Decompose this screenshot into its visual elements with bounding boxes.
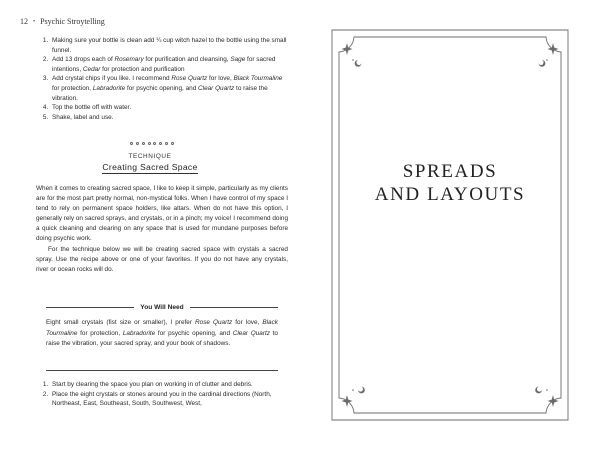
you-will-need-bottom-rule [46,370,278,371]
text-run: Add crystal chips if you like. I recommend [52,75,172,83]
italic-term: Cedar [82,65,101,73]
step-item [50,113,290,123]
italic-term: Labradorite [92,84,126,92]
text-run: Place the eight crystals or stones around you in the cardinal directions (North, Northeast, East, Southeast, South, Southwest, West, [52,390,272,408]
recipe-steps-list [36,36,290,122]
step-item [50,55,290,74]
text-run: for psychic opening, and [125,84,199,92]
text-run: Making sure your bottle is clean add ¼ cup witch hazel to the bottle using the small funnel. [52,37,287,54]
body-paragraph: When it comes to creating sacred space, I like to keep it simple, particularly as my clients are for the most part pretty normal, non-mystical folks. When I have control of my space I tend to rely on permanent space holders, like altars. When do not have this option, I generally rely on sacred sprays, and crystals, or in a pinch; my voice! I recommend doing a quick cleaning and clearing on any space that is used for mundane purposes before doing psychic work. [36,185,288,243]
text-run: Start by clearing the space you plan on working in of clutter and debris. [52,381,253,388]
text-run: Shake, label and use. [52,113,114,121]
you-will-need-text [46,318,278,350]
italic-term: Clear Quartz [198,84,235,92]
chapter-title-line-1: SPREADS [402,161,498,182]
text-run: for purification and cleansing, [143,56,231,64]
step-item [50,380,290,390]
you-will-need-heading [46,304,278,311]
italic-term: Black Tourmaline [46,319,278,337]
frame-outer-border [332,30,568,420]
chapter-title-line-2: AND LAYOUTS [374,184,526,205]
decorative-frame [300,0,600,450]
body-text [36,184,288,275]
body-paragraph: For the technique below we will be creating sacred space with crystals a sacred spray. Use the recipe above or one of your favorites. If you do not have any crystals, river or ocean rocks will do. [36,245,288,273]
corner-ornament-bottom-right [535,387,558,407]
italic-term: Rose Quartz [195,319,233,326]
heading-rule-left [46,307,134,308]
italic-term: Rose Quartz [171,75,208,83]
running-title: Psychic Stroytelling [40,17,105,26]
running-head [20,17,105,26]
text-run: for protection, [52,84,93,92]
corner-ornament-top-right [539,43,559,67]
text-run: for psychic opening, and [155,329,233,337]
text-run: for protection and purification [100,65,185,73]
text-run: for sacred intentions, [52,56,276,73]
text-run: for protection, [77,329,123,337]
italic-term: Sage [230,56,246,64]
step-item [50,36,290,55]
you-will-need-box [46,318,278,350]
italic-term: Clear Quartz [232,329,270,337]
text-run: Top the bottle off with water. [52,104,132,112]
running-head-separator: • [33,19,36,25]
text-run: to raise the vibration, your sacred spray, and your book of shadows. [46,329,278,347]
corner-ornament-top-left [342,43,362,67]
technique-steps-list [36,380,290,409]
technique-title-text: Creating Sacred Space [102,162,198,172]
step-item [50,103,290,113]
chapter-title [300,160,600,206]
italic-term: Rosemary [114,56,144,64]
text-run: for love, [207,75,234,83]
heading-rule-right [190,307,278,308]
step-item [50,74,290,103]
corner-ornament-bottom-left [342,387,365,407]
text-run: to raise the vibration. [52,84,268,102]
section-ornament [130,142,174,146]
text-run: Add 13 drops each of [52,56,115,64]
step-item [50,390,290,409]
text-run: for love, [232,319,263,326]
text-run: Eight small crystals (fist size or smaller), I prefer [46,319,196,326]
right-page [300,0,600,450]
technique-title [0,162,300,172]
frame-inner-border [339,37,561,413]
technique-label: TECHNIQUE [128,153,172,160]
italic-term: Labradorite [122,329,156,337]
page-number: 12 [20,17,28,26]
italic-term: Black Tourmaline [233,75,283,83]
you-will-need-label: You Will Need [140,304,184,311]
